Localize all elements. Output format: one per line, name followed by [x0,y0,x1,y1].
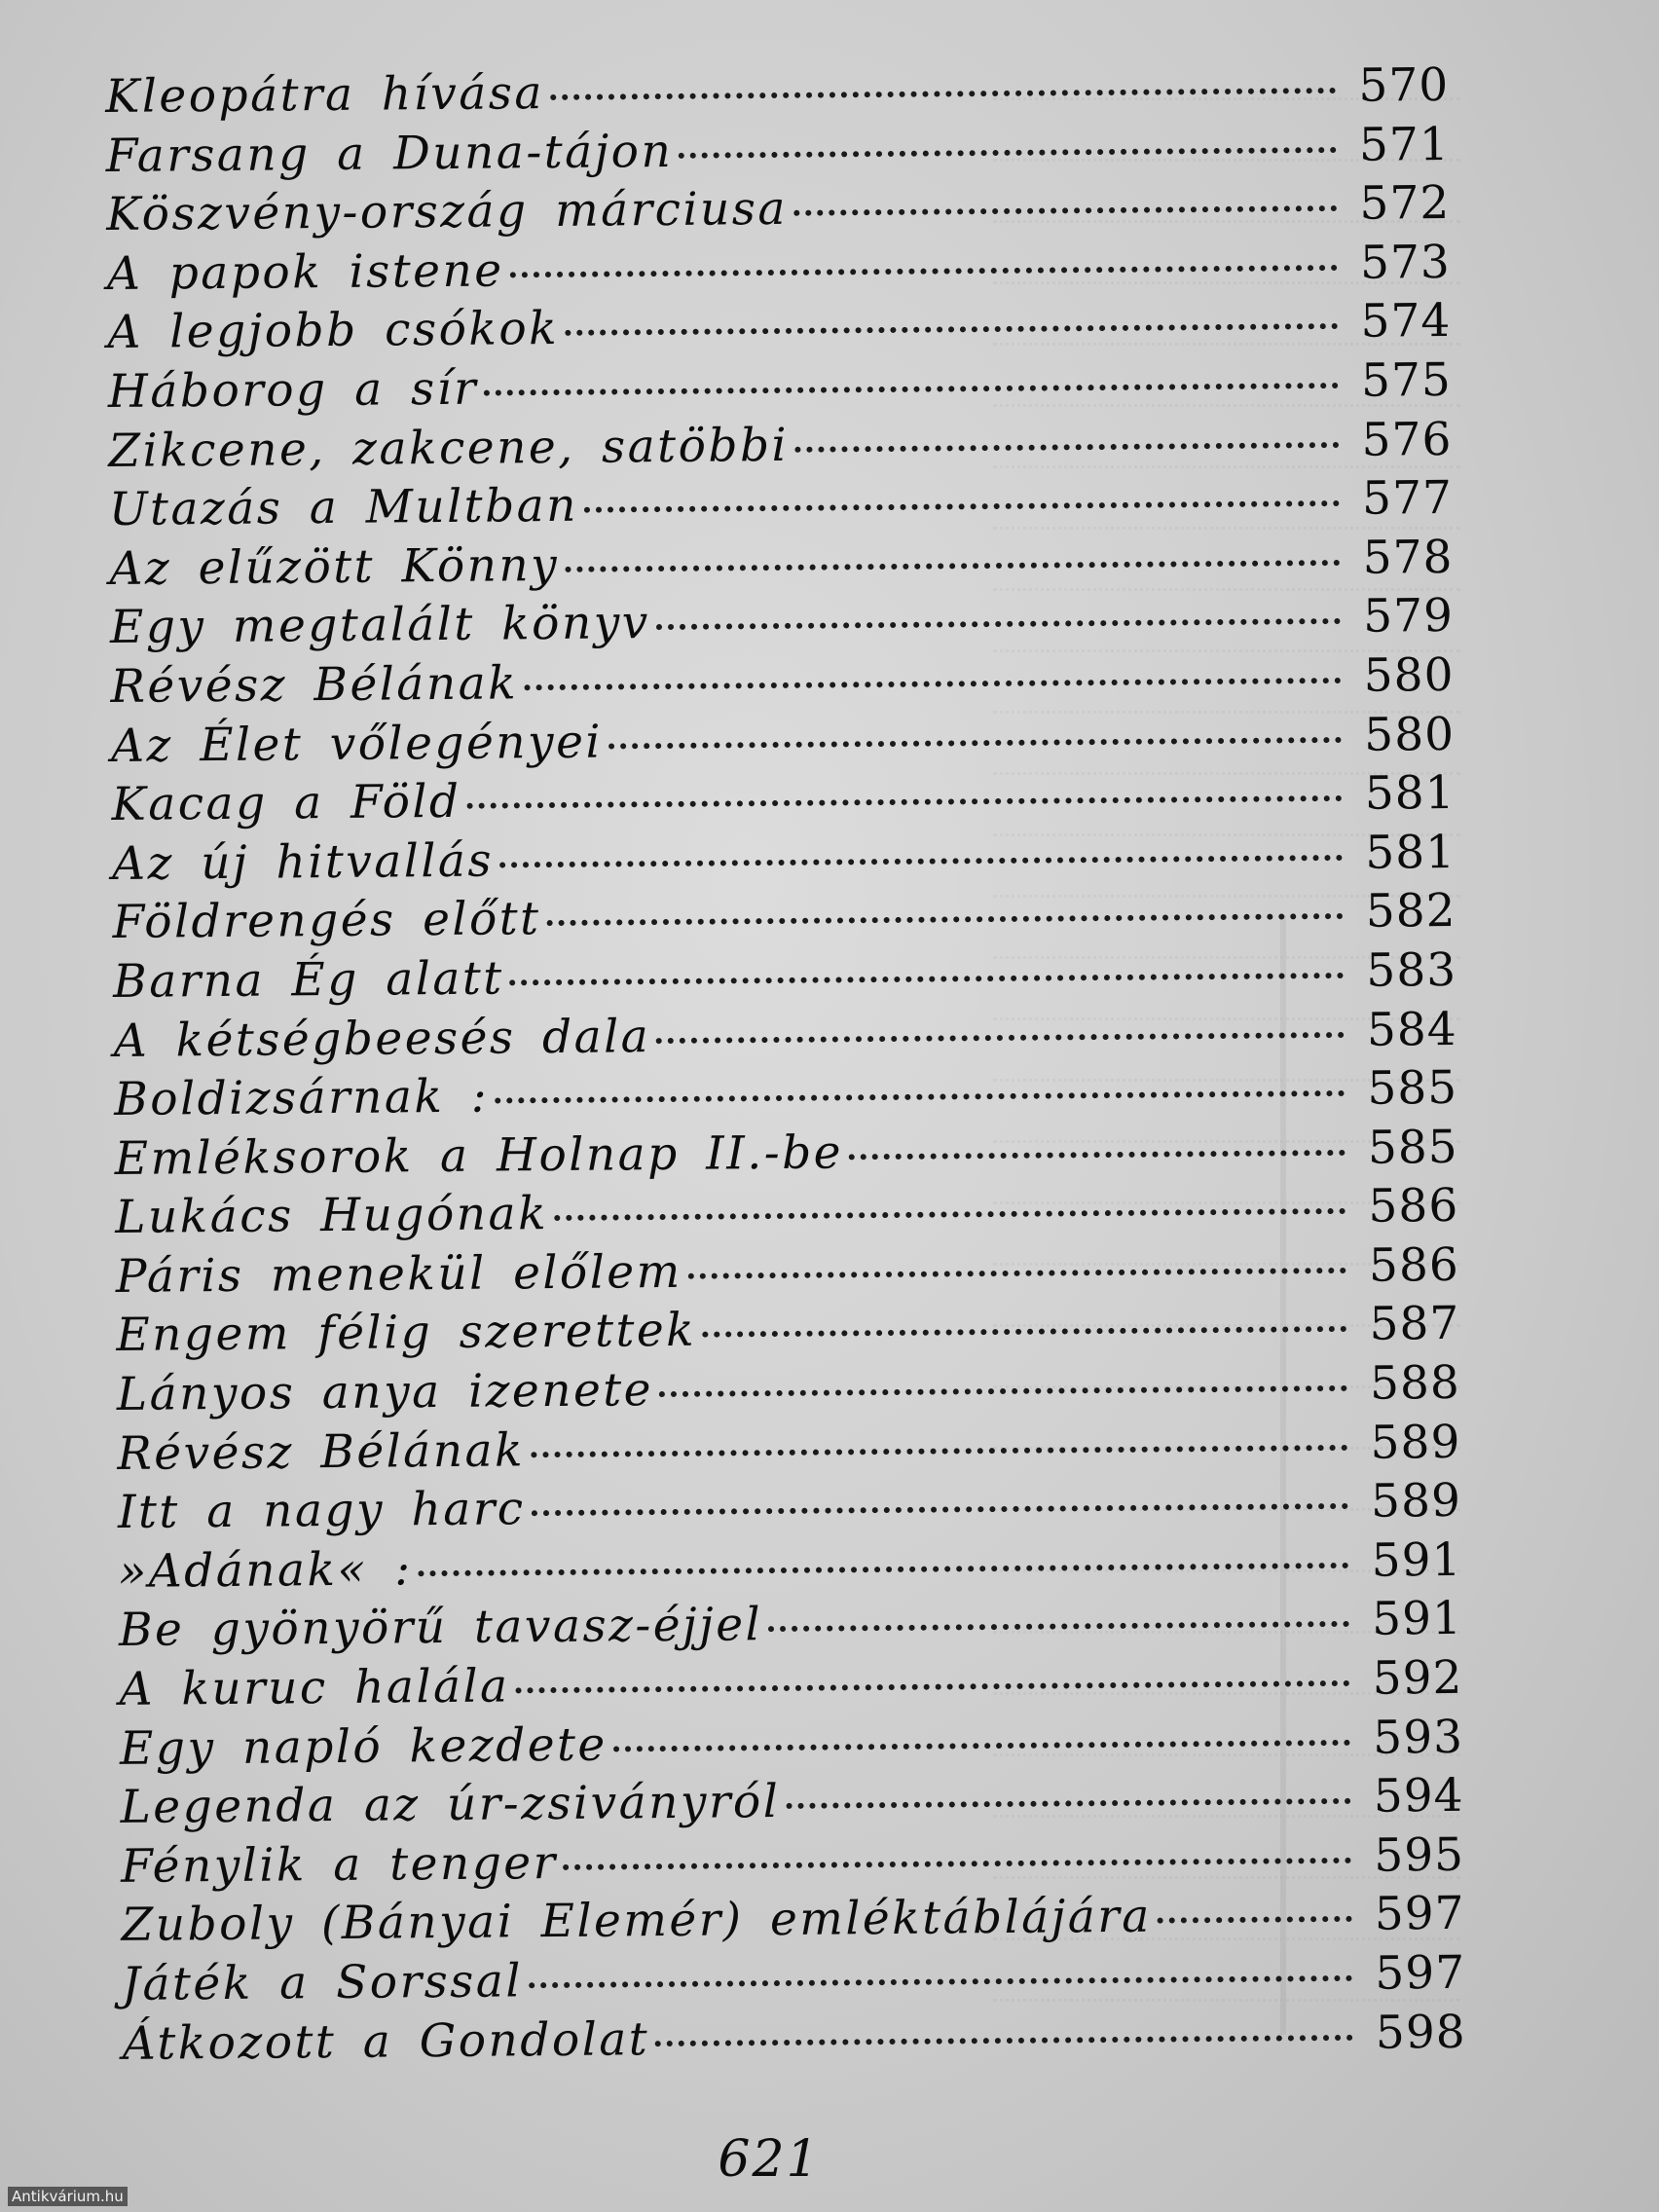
toc-entry-page: 577 [1361,471,1454,526]
dot-leader [849,1150,1346,1160]
toc-entry-page: 583 [1366,942,1457,998]
toc-entry-title: Háborog a sír [107,361,479,419]
toc-entry-title: Legenda az úr-zsiványról [120,1775,781,1835]
toc-entry-page: 589 [1370,1415,1461,1470]
toc-entry-title: Zikcene, zakcene, satöbbi [108,418,790,478]
dot-leader [793,205,1337,216]
dot-leader [656,618,1341,630]
toc-entry-page: 593 [1373,1710,1464,1765]
toc-entry-page: 597 [1374,1887,1465,1942]
toc-entry-page: 588 [1369,1355,1461,1411]
dot-leader [532,1503,1348,1516]
dot-leader [510,265,1338,277]
toc-entry-page: 580 [1363,647,1455,703]
toc-entry-title: Átkozott a Gondolat [122,2011,650,2071]
dot-leader [584,500,1340,513]
toc-entry-title: Az Élet vőlegényei [110,715,604,773]
toc-entry-title: Köszvény-ország márciusa [106,182,789,242]
dot-leader [554,1208,1346,1221]
dot-leader [484,383,1339,396]
toc-entry-title: Utazás a Multban [108,478,579,537]
toc-entry-title: Játék a Sorssal [121,1954,524,2011]
toc-entry [122,2005,1465,2076]
toc-entry-title: Fénylik a tenger [120,1835,558,1894]
dot-leader [565,323,1338,336]
toc-entry-page: 591 [1371,1592,1463,1647]
dot-leader [524,678,1341,690]
toc-entry-page: 585 [1367,1120,1458,1175]
toc-entry-title: Zuboly (Bányai Elemér) emléktáblájára [121,1890,1153,1953]
toc-entry-page: 586 [1368,1179,1459,1235]
toc-entry-title: Emléksorok a Holnap II.-be [114,1125,844,1186]
toc-entry-title: Be gyönyörű tavasz-éjjel [118,1598,763,1658]
toc-entry-title: Révész Bélának [110,656,519,714]
dot-leader [529,1975,1352,1988]
toc-entry-title: Lukács Hugónak [115,1187,549,1245]
dot-leader [495,1090,1345,1104]
toc-entry-page: 572 [1359,176,1451,231]
toc-entry-page: 595 [1374,1827,1465,1883]
toc-entry-title: Engem félig szerettek [116,1304,697,1363]
dot-leader [656,1031,1345,1043]
dot-leader [786,1798,1350,1809]
toc-entry-title: Egy napló kezdete [119,1717,608,1776]
toc-entry-title: Barna Ég alatt [112,951,504,1009]
dot-leader [768,1621,1349,1632]
toc-entry-title: Az új hitvallás [111,833,495,891]
toc-entry-page: 571 [1358,117,1450,172]
toc-entry-page: 570 [1358,57,1450,113]
toc-entry-title: A legjobb csókok [107,302,560,360]
toc-entry-title: Az elűzött Könny [109,537,560,596]
dot-leader [499,855,1343,868]
dot-leader [510,973,1345,985]
toc-entry-title: A papok istene [106,243,504,301]
dot-leader [419,1563,1349,1576]
toc-entry-title: Egy megtalált könyv [109,596,651,655]
dot-leader [565,560,1340,572]
toc-entry-title: »Adának« : [118,1542,413,1599]
dot-leader [655,2034,1353,2046]
toc-entry-title: Farsang a Duna-tájon [105,124,674,183]
toc-entry-page: 585 [1367,1061,1458,1116]
toc-entry-page: 582 [1365,884,1456,940]
dot-leader [516,1680,1350,1693]
dot-leader [679,147,1337,159]
toc-entry-page: 591 [1371,1532,1462,1588]
toc-entry-page: 580 [1364,707,1456,762]
dot-leader [608,736,1342,749]
toc-entry-title: Révész Bélának [117,1422,526,1481]
dot-leader [550,88,1336,100]
toc-entry-page: 594 [1373,1769,1464,1824]
dot-leader [702,1326,1346,1338]
dot-leader [547,913,1344,926]
toc-entry-title: Földrengés előtt [112,892,541,950]
toc-entry-page: 574 [1360,294,1452,350]
table-of-contents [105,58,1466,2076]
toc-entry-page: 579 [1362,589,1455,645]
toc-entry-title: A kétségbeesés dala [113,1009,651,1068]
dot-leader [794,442,1339,453]
toc-entry-title: Kleopátra hívása [105,66,545,124]
dot-leader [688,1268,1346,1279]
toc-entry-page: 581 [1364,766,1456,821]
dot-leader [613,1740,1350,1752]
dot-leader [564,1858,1352,1870]
toc-entry-title: Itt a nagy harc [117,1482,526,1540]
page-number: 621 [718,2130,821,2189]
toc-entry-page: 587 [1369,1297,1460,1352]
dot-leader [1158,1916,1352,1924]
toc-entry-title: Páris menekül előlem [115,1244,682,1304]
toc-entry-page: 592 [1372,1650,1463,1706]
dot-leader [531,1445,1347,1457]
toc-entry-page: 584 [1366,1002,1457,1057]
toc-entry-page: 575 [1360,352,1453,408]
dot-leader [467,795,1343,809]
toc-entry-title: A kuruc halála [119,1659,510,1716]
toc-entry-page: 598 [1375,2005,1466,2060]
toc-entry-page: 589 [1370,1474,1462,1529]
toc-entry-page: 578 [1362,530,1454,585]
watermark: Antikvárium.hu [8,2187,128,2206]
toc-entry-page: 597 [1375,1945,1466,2001]
toc-entry-page: 581 [1365,825,1456,880]
dot-leader [659,1385,1347,1397]
toc-entry-title: Lányos anya izenete [116,1363,654,1422]
toc-entry-page: 573 [1359,235,1452,290]
toc-entry-page: 586 [1368,1237,1460,1293]
toc-entry-page: 576 [1361,412,1453,467]
toc-entry-title: Boldizsárnak : [113,1069,490,1127]
toc-entry-title: Kacag a Föld [111,774,461,832]
